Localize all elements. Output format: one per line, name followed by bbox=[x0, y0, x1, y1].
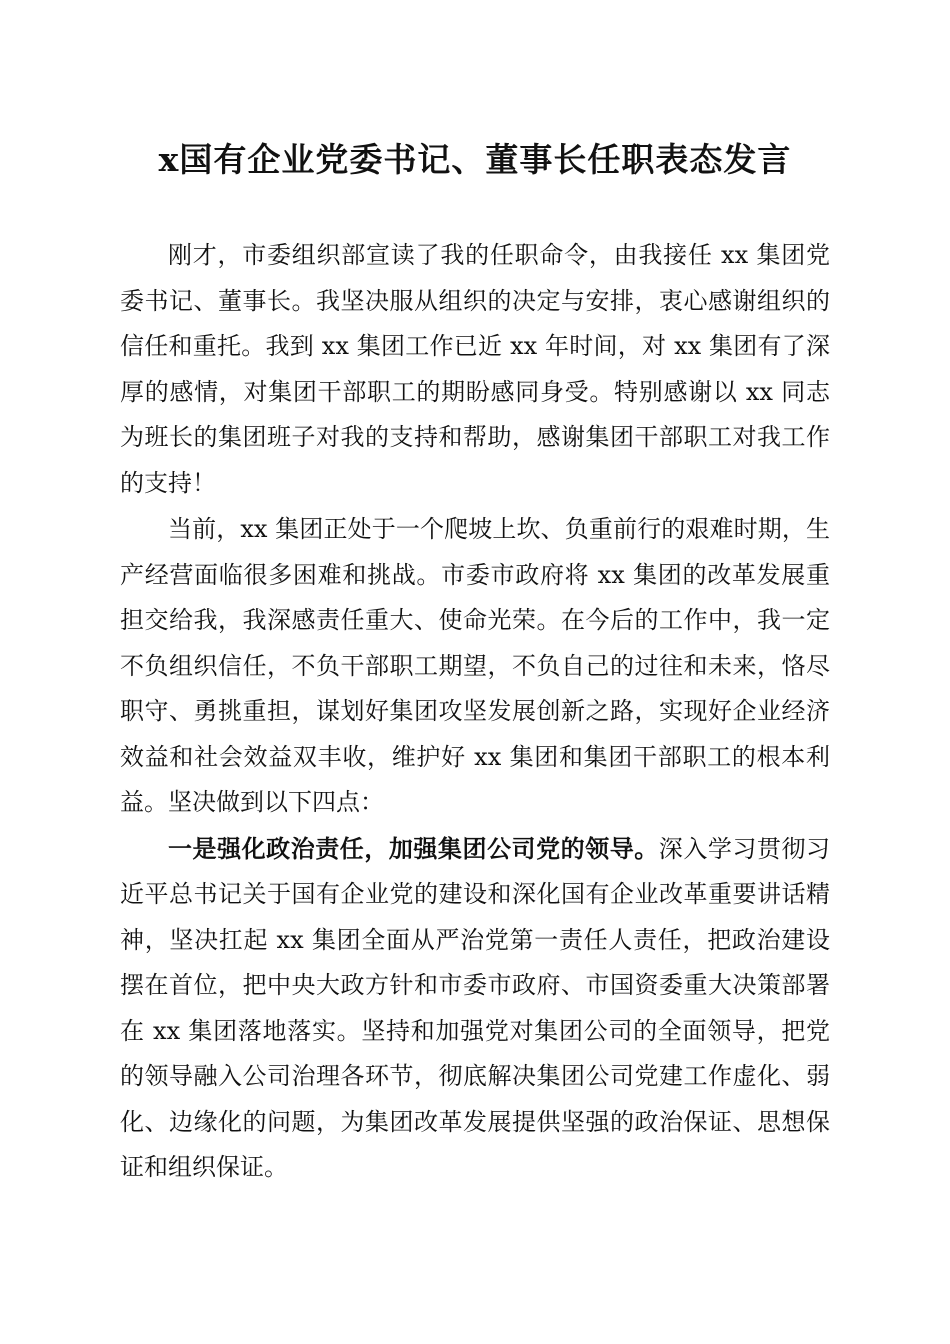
paragraph-2 bbox=[120, 506, 830, 826]
paragraph-3-lead: 一是强化政治责任，加强集团公司党的领导。 bbox=[168, 833, 659, 863]
paragraph-3-text: 深入学习贯彻习近平总书记关于国有企业党的建设和深化国有企业改革重要讲话精神，坚决扛起 xx 集团全面从严治党第一责任人责任，把政治建设摆在首位，把中央大政方针和市委市政府、市国资委重大决策部署在 xx 集团落地落实。坚持和加强党对集团公司的全面领导，把党的领导融入公司治理各环节，彻底解决集团公司党建工作虚化、弱化、边缘化的问题，为集团改革发展提供坚强的政治保证、思想保证和组织保证。 bbox=[120, 834, 831, 1181]
document-title: x国有企业党委书记、董事长任职表态发言 bbox=[158, 140, 792, 179]
document-body bbox=[120, 232, 830, 1191]
paragraph-3 bbox=[120, 826, 830, 1191]
paragraph-2-text: 当前，xx 集团正处于一个爬坡上坎、负重前行的艰难时期，生产经营面临很多困难和挑战。市委市政府将 xx 集团的改革发展重担交给我，我深感责任重大、使命光荣。在今后的工作中，我一定不负组织信任，不负干部职工期望，不负自己的过往和未来，恪尽职守、勇挑重担，谋划好集团攻坚发展创新之路，实现好企业经济效益和社会效益双丰收，维护好 xx 集团和集团干部职工的根本利益。坚决做到以下四点： bbox=[120, 515, 830, 816]
paragraph-1 bbox=[120, 232, 830, 506]
paragraph-1-text: 刚才，市委组织部宣读了我的任职命令，由我接任 xx 集团党委书记、董事长。我坚决服从组织的决定与安排，衷心感谢组织的信任和重托。我到 xx 集团工作已近 xx 年时间，对 xx 集团有了深厚的感情，对集团干部职工的期盼感同身受。特别感谢以 xx 同志为班长的集团班子对我的支持和帮助，感谢集团干部职工对我工作的支持！ bbox=[120, 241, 830, 497]
